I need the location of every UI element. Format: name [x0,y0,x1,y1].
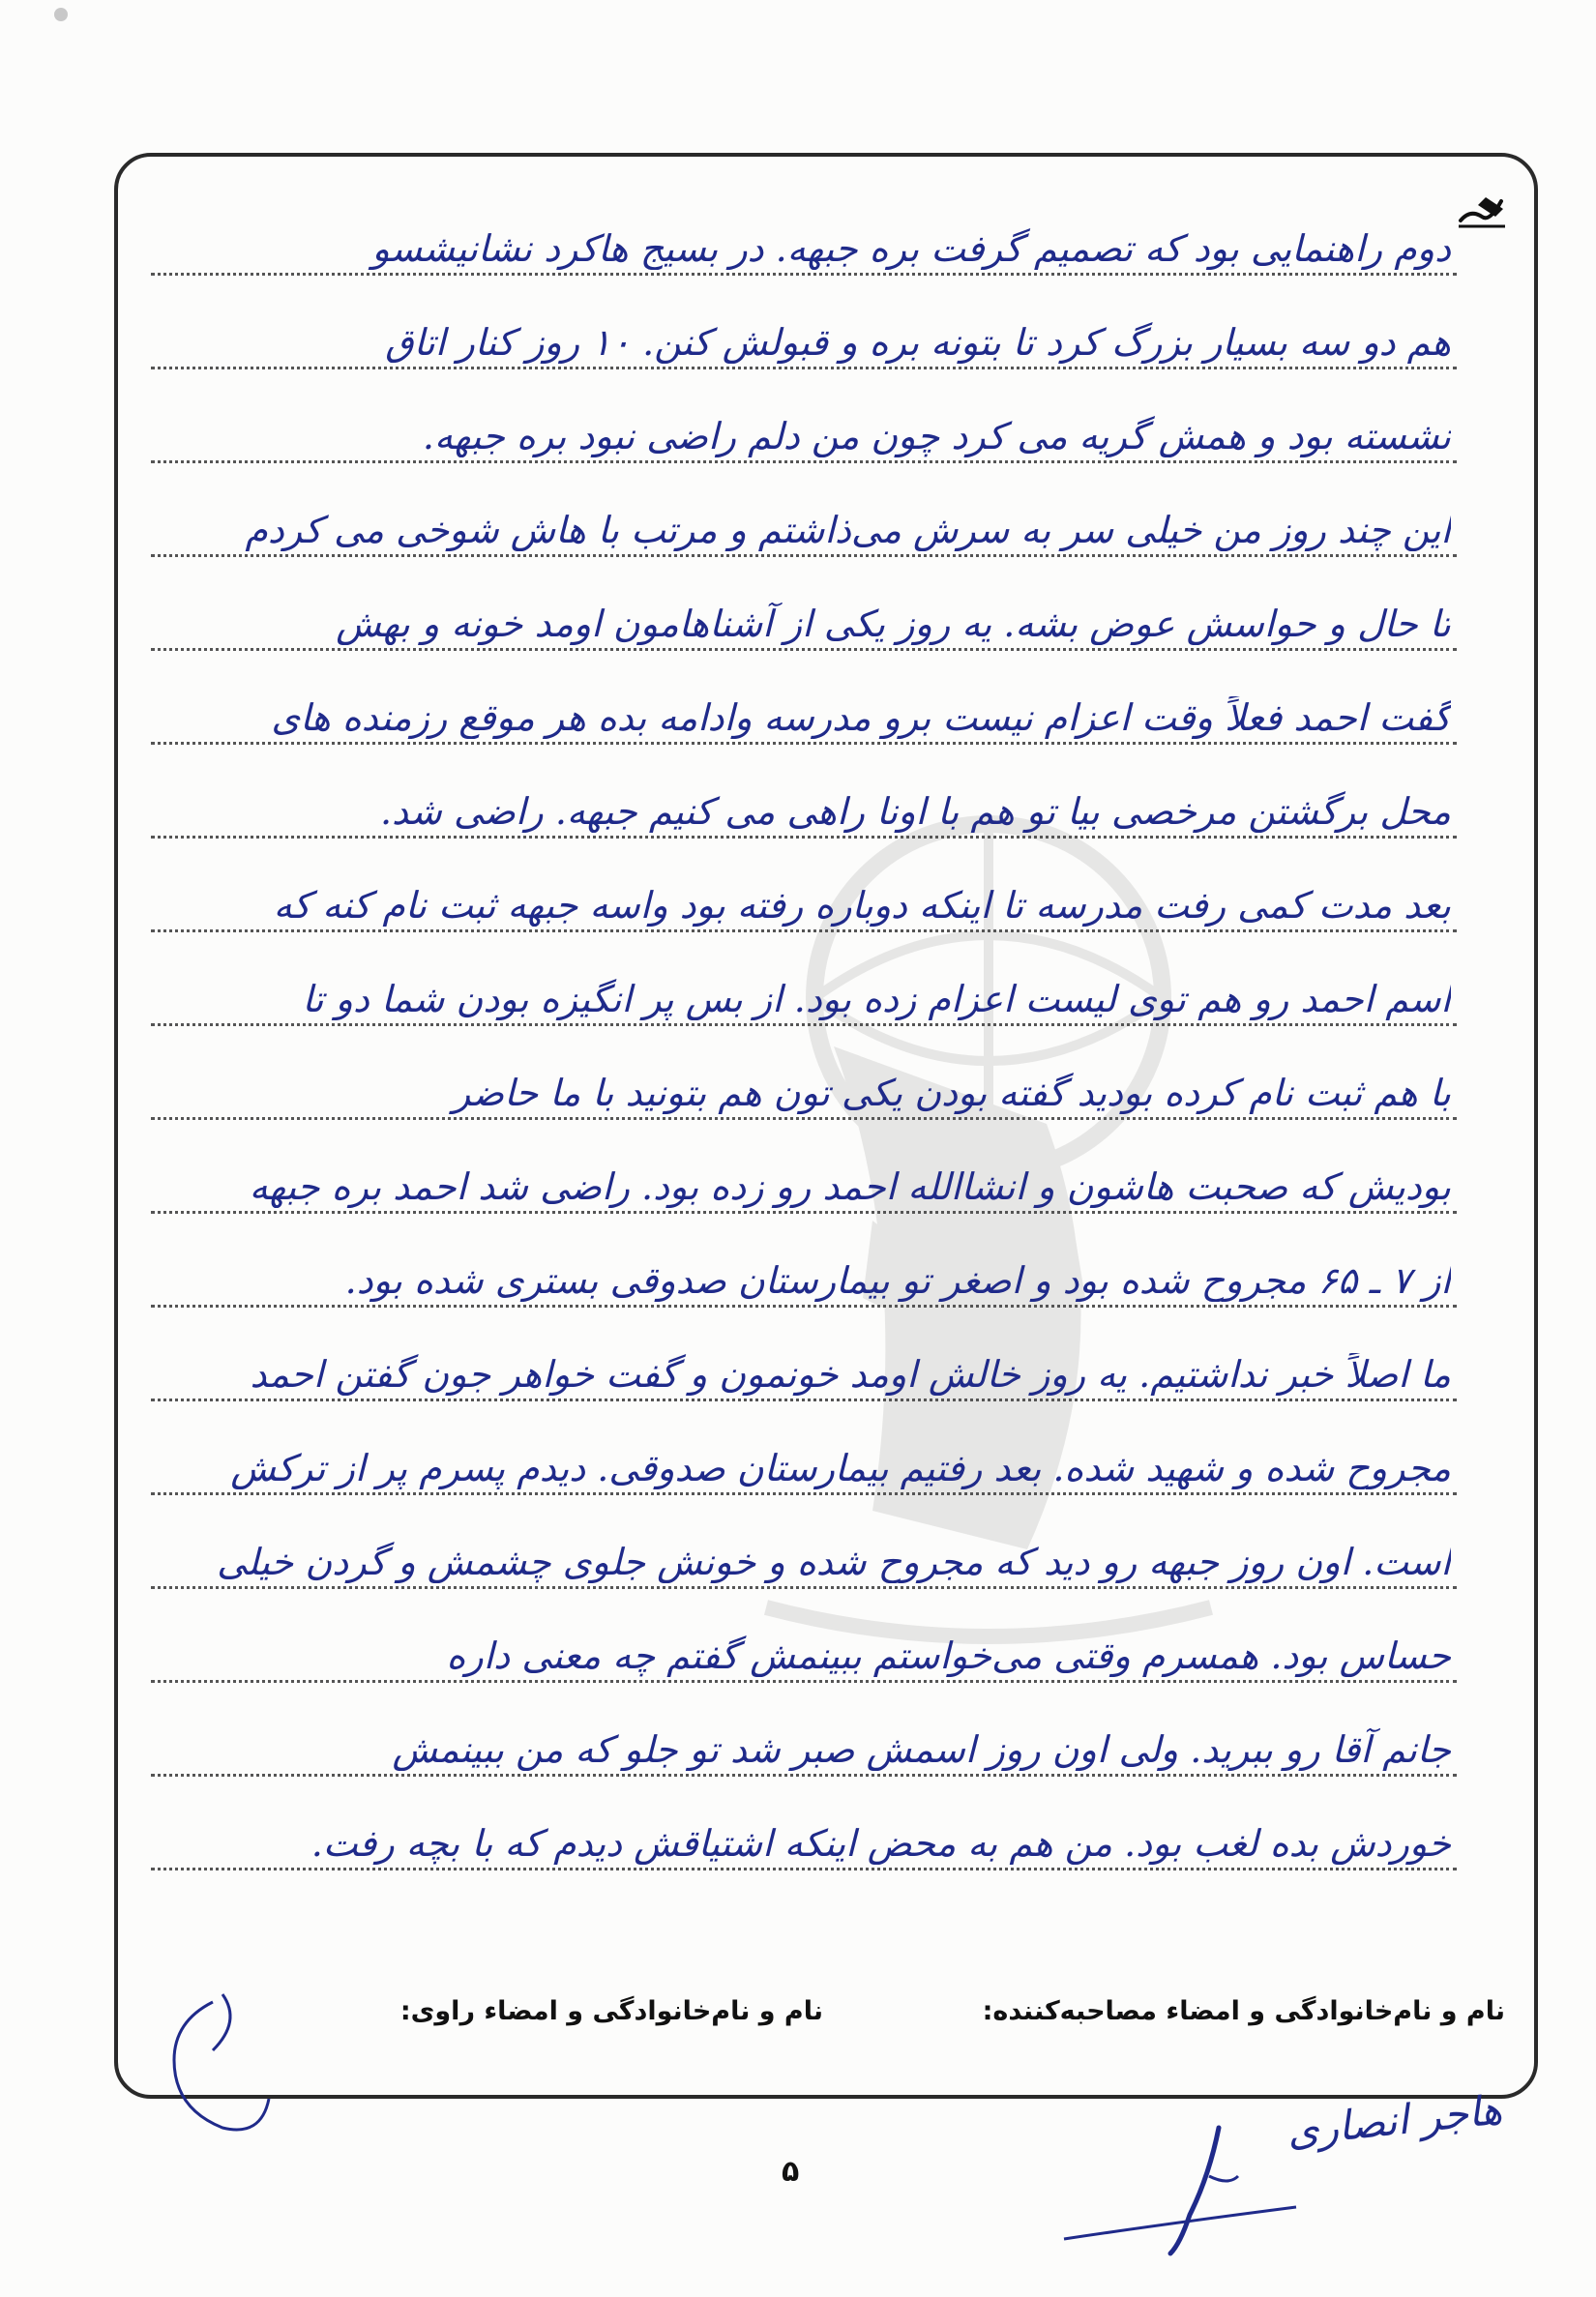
handwritten-text: هم دو سه بسیار بزرگ کرد تا بتونه بره و قبولش کنن. ۱۰ روز کنار اتاق [385,321,1451,364]
text-line [151,1128,1457,1222]
narrator-handwritten-name: هاجر انصاری [1285,2085,1505,2156]
text-line [151,190,1457,283]
text-line [151,1034,1457,1128]
handwritten-text: از ۷ ـ ۶۵ مجروح شده بود و اصغر تو بیمارستان صدوقی بستری شده بود. [344,1259,1451,1302]
handwritten-text: بعد مدت کمی رفت مدرسه تا اینکه دوباره رفته بود واسه جبهه ثبت نام کنه که [273,884,1451,927]
text-line [151,565,1457,659]
handwritten-text: جانم آقا رو ببرید. ولی اون روز اسمش صبر شد تو جلو که من ببینمش [392,1728,1451,1771]
text-line [151,1784,1457,1878]
text-line [151,283,1457,377]
handwritten-text: تا حال و حواسش عوض بشه. یه روز یکی از آشناهامون اومد خونه و بهش [336,603,1451,645]
text-line [151,1503,1457,1597]
text-line [151,940,1457,1034]
handwritten-lines [151,190,1457,1878]
handwritten-text: است. اون روز جبهه رو دید که مجروح شده و خونش جلوی چشمش و گردن خیلی [217,1541,1451,1583]
pen-writing-icon [1457,191,1507,230]
signature-labels [147,1996,1505,2045]
text-line [151,659,1457,752]
scan-mark [54,8,68,21]
interviewer-signature-label: نام و نام‌خانوادگی و امضاء مصاحبه‌کننده: [982,1996,1505,2026]
text-line [151,846,1457,940]
text-line [151,1597,1457,1691]
handwritten-text: حساس بود. همسرم وقتی می‌خواستم ببینمش گفتم چه معنی داره [446,1634,1451,1677]
page-frame [114,153,1538,2099]
handwritten-text: با هم ثبت نام کرده بودید گفته بودن یکی تون هم بتونید با ما حاضر [452,1072,1451,1114]
handwritten-text: دوم راهنمایی بود که تصمیم گرفت بره جبهه. در بسیج هاکرد نشانیشسو [371,227,1451,270]
text-line [151,1315,1457,1409]
handwritten-text: مجروح شده و شهید شده. بعد رفتیم بیمارستان صدوقی. دیدم پسرم پر از ترکش [230,1447,1451,1489]
page-number: ۵ [782,2155,800,2189]
handwritten-text: این چند روز من خیلی سر به سرش می‌ذاشتم و مرتب با هاش شوخی می کردم [245,509,1451,551]
text-line [151,377,1457,471]
handwritten-text: گفت احمد فعلاً وقت اعزام نیست برو مدرسه وادامه بده هر موقع رزمنده های [271,696,1451,739]
text-line [151,752,1457,846]
handwritten-text: اسم احمد رو هم توی لیست اعزام زده بود. از بس پر انگیزه بودن شما دو تا [302,978,1451,1020]
handwritten-text: ما اصلاً خبر نداشتیم. یه روز خالش اومد خونمون و گفت خواهر جون گفتن احمد [250,1353,1451,1396]
handwritten-text: محل برگشتن مرخصی بیا تو هم با اونا راهی می کنیم جبهه. راضی شد. [379,790,1451,833]
handwritten-text: نشسته بود و همش گریه می کرد چون من دلم راضی نبود بره جبهه. [422,415,1451,457]
text-line [151,1691,1457,1784]
text-line [151,471,1457,565]
handwritten-text: خوردش بده لغب بود. من هم به محض اینکه اشتیاقش دیدم که با بچه رفت. [310,1822,1451,1865]
handwritten-text: بودیش که صحبت هاشون و انشاالله احمد رو زده بود. راضی شد احمد بره جبهه [249,1165,1451,1208]
narrator-signature-label: نام و نام‌خانوادگی و امضاء راوی: [399,1996,823,2026]
interviewer-signature-icon [155,1983,290,2147]
text-line [151,1409,1457,1503]
text-line [151,1222,1457,1315]
